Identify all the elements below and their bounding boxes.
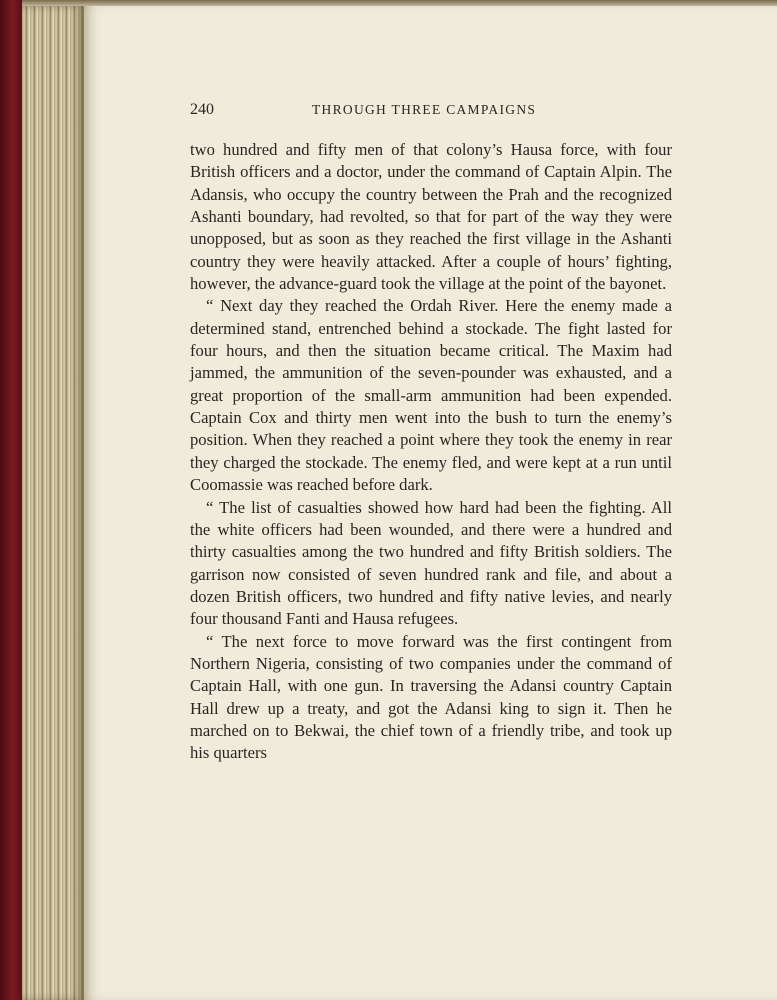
- book-spine: [0, 0, 22, 1000]
- body-text: [190, 139, 672, 765]
- page-number: 240: [190, 101, 214, 118]
- paragraph: two hundred and fifty men of that colony’s Hausa force, with four British officers and a doctor, under the command of Captain Alpin. The Adansis, who occupy the country between the Prah and the recognized Ashanti boundary, had revolted, so that for part of the way they were unopposed, but as soon as they reached the first village in the Ashanti country they were heavily attacked. After a couple of hours’ fighting, however, the advance-guard took the village at the point of the bayonet.: [190, 140, 672, 294]
- page-edges: [22, 6, 84, 1000]
- paragraph: “ Next day they reached the Ordah River. Here the enemy made a determined stand, entrenched behind a stockade. The fight lasted for four hours, and then the situation became critical. The Maxim had jammed, the ammunition of the seven-pounder was exhausted, and a great proportion of the small-arm ammunition had been expended. Captain Cox and thirty men went into the bush to turn the enemy’s position. When they reached a point where they took the enemy in rear they charged the stockade. The enemy fled, and were kept at a run until Coomassie was reached before dark.: [190, 296, 672, 495]
- page-header: [190, 101, 672, 125]
- running-head: THROUGH THREE CAMPAIGNS: [312, 102, 537, 117]
- paragraph: “ The list of casualties showed how hard had been the fighting. All the white officers had been wounded, and there were a hundred and thirty casualties among the two hundred and fifty British soldiers. The garrison now consisted of seven hundred rank and file, and about a dozen British officers, two hundred and fifty native levies, and nearly four thousand Fanti and Hausa refugees.: [190, 497, 672, 629]
- paragraph: “ The next force to move forward was the first contingent from Northern Nigeria, consisting of two companies under the command of Captain Hall, with one gun. In traversing the Adansi country Captain Hall drew up a treaty, and got the Adansi king to sign it. Then he marched on to Bekwai, the chief town of a friendly tribe, and took up his quarters: [190, 631, 672, 763]
